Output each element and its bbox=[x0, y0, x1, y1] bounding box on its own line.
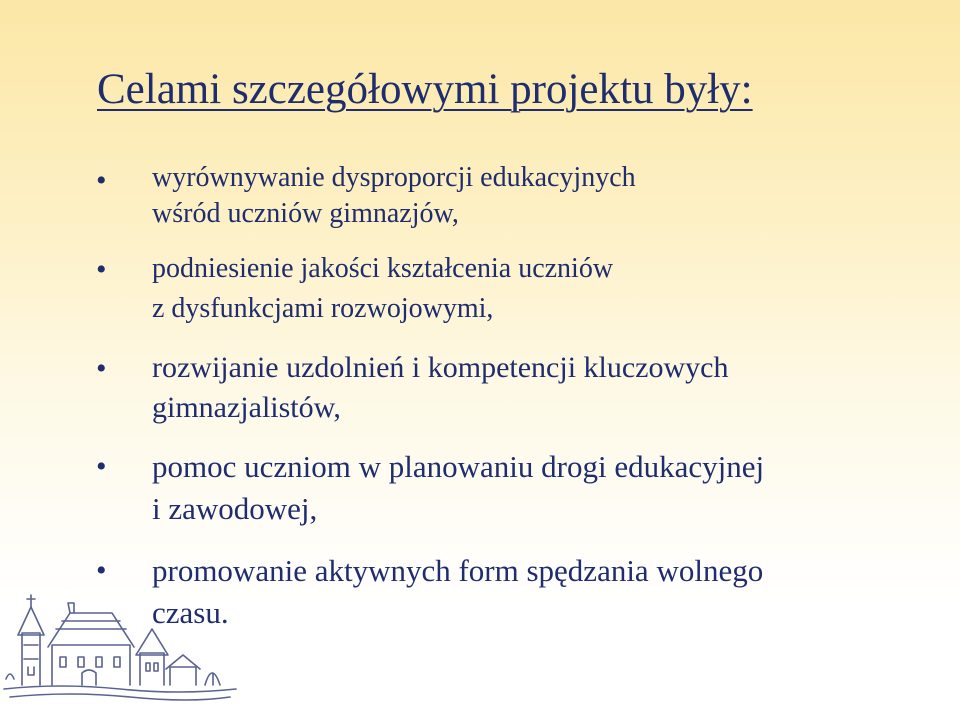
bullet-text-line: wyrównywanie dysproporcji edukacyjnych bbox=[152, 162, 636, 193]
bullet-icon: • bbox=[96, 253, 107, 286]
list-item bbox=[90, 160, 910, 232]
bullet-list bbox=[90, 160, 910, 634]
bullet-text-line: czasu. bbox=[152, 595, 229, 630]
list-item bbox=[90, 348, 910, 428]
bullet-text-line: wśród uczniów gimnazjów, bbox=[152, 198, 459, 229]
bullet-icon: • bbox=[96, 164, 107, 197]
bullet-text-line: rozwijanie uzdolnień i kompetencji kluczowych bbox=[152, 351, 729, 384]
castle-sketch-icon bbox=[0, 585, 240, 709]
bullet-text-line: promowanie aktywnych form spędzania wolnego bbox=[152, 553, 764, 588]
bullet-text-line: z dysfunkcjami rozwojowymi, bbox=[152, 293, 494, 324]
list-item bbox=[90, 446, 910, 530]
bullet-text-line: podniesienie jakości kształcenia uczniów bbox=[152, 253, 614, 284]
slide-title: Celami szczegółowymi projektu były: bbox=[97, 66, 753, 113]
bullet-icon: • bbox=[96, 554, 107, 587]
list-item bbox=[90, 249, 910, 329]
bullet-icon: • bbox=[96, 450, 107, 483]
bullet-icon: • bbox=[96, 352, 107, 385]
bullet-text-line: gimnazjalistów, bbox=[152, 391, 341, 424]
bullet-text-line: i zawodowej, bbox=[152, 491, 318, 526]
bullet-text-line: pomoc uczniom w planowaniu drogi edukacyjnej bbox=[152, 449, 765, 484]
